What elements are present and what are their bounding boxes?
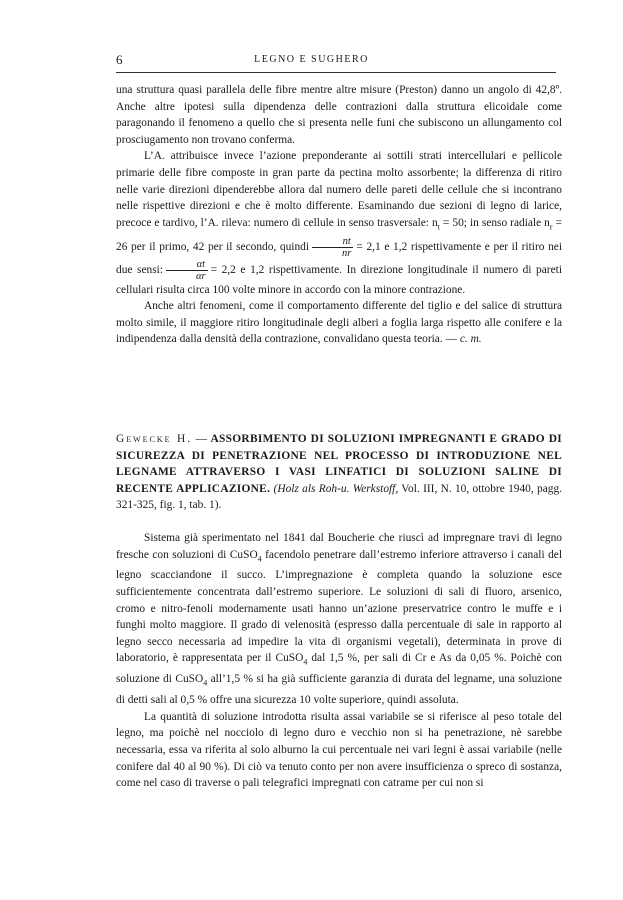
subscript: t (437, 222, 440, 232)
text-run: Sistema già sperimentato nel 1841 dal Boucherie che riuscì ad impregnare travi di legno fresche con soluzioni di CuSO (116, 532, 562, 561)
fraction-denominator: nr (342, 247, 352, 259)
separator: — (192, 433, 211, 445)
paragraph-3 (116, 298, 562, 348)
text-run: Anche altri fenomeni, come il comportamento differente del tiglio e del salice di struttura molto simile, il maggiore ritiro longitudinale degli alberi a foglia larga rispetto alle conifere e la indipendenza dalla densità della contrazione, convalidano questa teoria. — (116, 300, 562, 346)
fraction-numerator: nt (312, 236, 353, 248)
subscript: 4 (203, 678, 208, 688)
journal-name: (Holz als Roh-u. Werkstoff, (273, 482, 399, 495)
page-number: 6 (116, 52, 123, 67)
article-author: Gewecke H. (116, 433, 193, 445)
subscript: 4 (257, 553, 262, 563)
subscript: r (549, 222, 553, 232)
header-rule (116, 72, 556, 73)
text-run: facendolo penetrare dall’estremo inferiore attraverso i canali del legno scacciandone il succo. L’impregnazione è completa quando la soluzione esce sufficientemente concentrata dall’estremo superiore. Le soluzioni di sali di fluoro, arsenico, cromo e nitro-fenoli modernamente usati hanno un’azione preservatrice contro le muffe e i funghi molto maggiore. Il grado di velenosità (espresso dalla percentuale di sale in rapporto al legno secco necessaria ad impedire la vita di organismi vegetali), determinata in prove di laboratorio, è rappresentata per il CuSO (116, 548, 562, 665)
section-continuation (116, 82, 562, 348)
paragraph-5: La quantità di soluzione introdotta risulta assai variabile se si riferisce al peso totale del legno, ma poichè nel nocciolo di legno duro e vecchio non si ha penetrazione, nè sarebbe necessaria, essa va riferita al solo alburno la cui percentuale nei vari legni è assai variabile (nelle conifere dal 40 al 90 %). Di ciò va tenuto conto per non avere insufficienza o spreco di sostanza, come nel caso di traverse o pali telegrafici impregnati con catrame per cui non si (116, 710, 562, 790)
fraction-alpha (166, 259, 208, 282)
paragraph-2 (116, 148, 562, 298)
text-run: all’1,5 % si ha già sufficiente garanzia di durata del legname, una soluzione di detti sali al 0,5 % offre una sicurezza 10 volte superiore, quindi assoluta. (116, 673, 562, 707)
paragraph-1: una struttura quasi parallela delle fibre mentre altre misure (Preston) danno un angolo di 42,8º. Anche altre ipotesi sulla dipendenza delle contrazioni dalla struttura elicoidale come paragonando il fenomeno a quello che si presenta nelle funi che subiscono un allungamento col prosciugamento non trovano conferma. (116, 84, 562, 146)
article-heading (116, 431, 562, 514)
text-run: = 2,1 e 1,2 rispettivamente e per il ritiro nei due sensi: (116, 240, 562, 276)
article-body (116, 530, 562, 792)
text-run: = 2,2 e 1,2 rispettivamente. In direzione longitudinale il numero di pareti cellulari risulta circa 100 volte minore in accordo con la minore contrazione. (116, 263, 562, 296)
text-run: = 26 per il primo, 42 per il secondo, quindi (116, 216, 562, 253)
journal-details: Vol. III, N. 10, ottobre 1940, pagg. 321-325, fig. 1, tab. 1). (116, 482, 562, 512)
fraction-numerator: αt (166, 259, 208, 271)
paragraph-4 (116, 530, 562, 709)
article-title: ASSORBIMENTO DI SOLUZIONI IMPREGNANTI E GRADO DI SICUREZZA DI PENETRAZIONE NEL PROCESSO DI INTRODUZIONE NEL LEGNAME ATTRAVERSO I VASI LINFATICI DI SOLUZIONI SALINE DI RECENTE APPLICAZIONE. (116, 433, 562, 495)
fraction-denominator: αr (195, 270, 206, 282)
text-run: L’A. attribuisce invece l’azione preponderante ai sottili strati intercellulari e pellicole primarie delle fibre composte in gran parte da pectina molto assorbente; la differenza di ritiro nelle varie direzioni dipenderebbe allora dal numero delle pareti delle cellule che si incontrano nelle rispettive direzioni e che è molto differente. Esaminando due sezioni di legno di larice, precoce e tardivo, l’A. rileva: numero di cellule in senso trasversale: n (116, 150, 562, 229)
fraction-n (312, 236, 353, 259)
author-initials: c. m. (459, 333, 482, 346)
article-citation (116, 431, 562, 514)
subscript: 4 (303, 657, 308, 667)
running-head: LEGNO E SUGHERO (254, 54, 369, 65)
text-run: dal 1,5 %, per sali di Cr e As da 0,05 %. Poichè con soluzione di CuSO (116, 652, 562, 686)
text-run: = 50; in senso radiale n (439, 216, 550, 229)
